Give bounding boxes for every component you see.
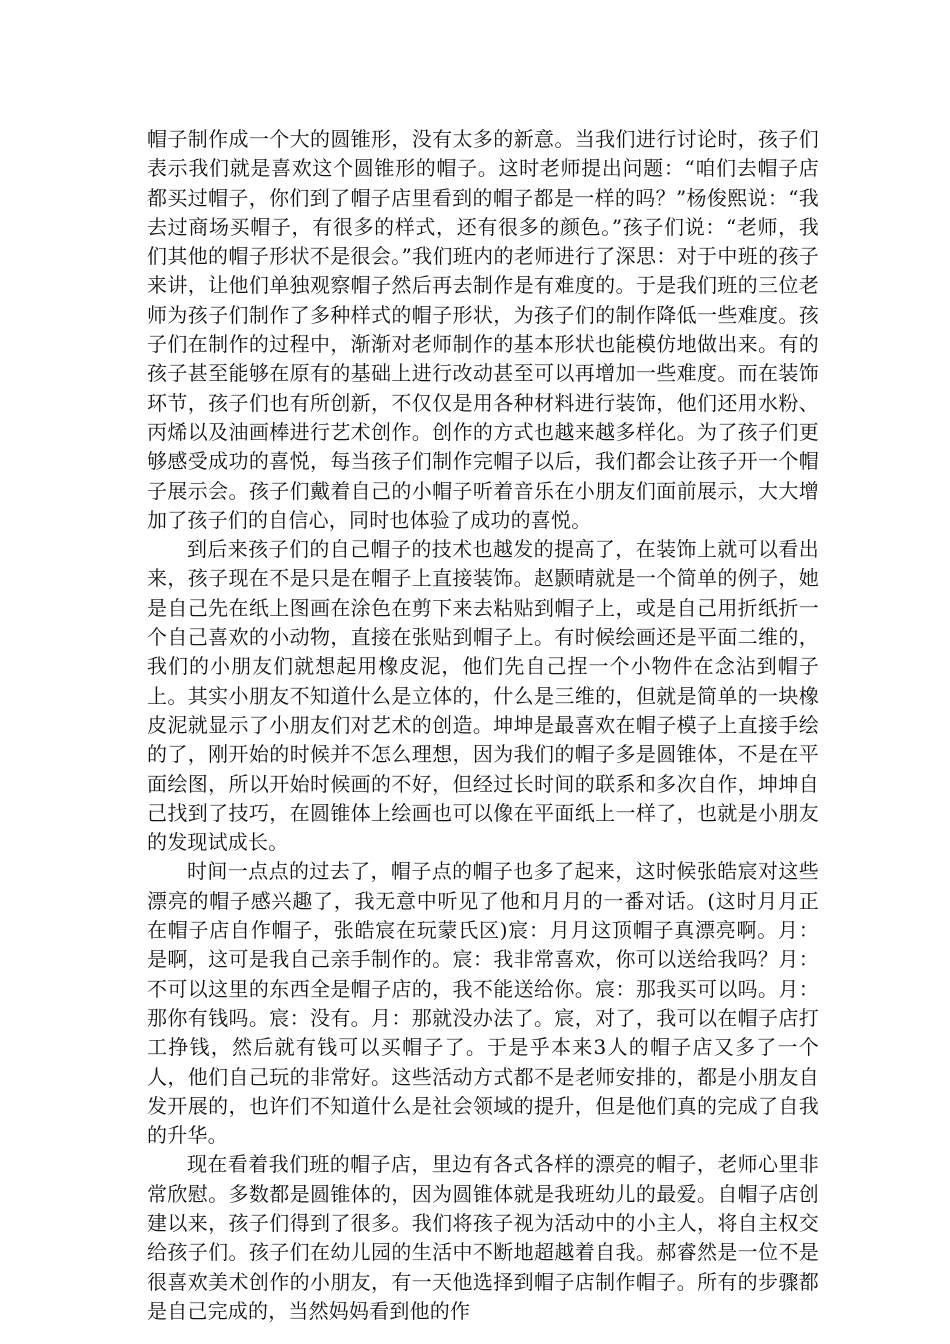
paragraph-1: 帽子制作成一个大的圆锥形，没有太多的新意。当我们进行讨论时，孩子们表示我们就是喜欢这个圆锥形的帽子。这时老师提出问题：“咱们去帽子店都买过帽子，你们到了帽子店里看到的帽子都是一样的吗？”杨俊熙说：“我去过商场买帽子，有很多的样式，还有很多的颜色。”孩子们说：“老师，我们其他的帽子形状不是很会。”我们班内的老师进行了深思：对于中班的孩子来讲，让他们单独观察帽子然后再去制作是有难度的。于是我们班的三位老师为孩子们制作了多种样式的帽子形状，为孩子们的制作降低一些难度。孩子们在制作的过程中，渐渐对老师制作的基本形状也能模仿地做出来。有的孩子甚至能够在原有的基础上进行改动甚至可以再增加一些难度。而在装饰环节，孩子们也有所创新，不仅仅是用各种材料进行装饰，他们还用水粉、丙烯以及油画棒进行艺术创作。创作的方式也越来越多样化。为了孩子们更够感受成功的喜悦，每当孩子们制作完帽子以后，我们都会让孩子开一个帽子展示会。孩子们戴着自己的小帽子听着音乐在小朋友们面前展示，大大增加了孩子们的自信心，同时也体验了成功的喜悦。 [147,127,819,532]
document-body [147,125,819,1326]
paragraph-3: 时间一点点的过去了，帽子点的帽子也多了起来，这时候张皓宸对这些漂亮的帽子感兴趣了，我无意中听见了他和月月的一番对话。(这时月月正在帽子店自作帽子，张皓宸在玩蒙氏区)宸：月月这顶帽子真漂亮啊。月：是啊，这可是我自己亲手制作的。宸：我非常喜欢，你可以送给我吗？月：不可以这里的东西全是帽子店的，我不能送给你。宸：那我买可以吗。月：那你有钱吗。宸：没有。月：那就没办法了。宸，对了，我可以在帽子店打工挣钱，然后就有钱可以买帽子了。于是乎本来3人的帽子店又多了一个人，他们自己玩的非常好。这些活动方式都不是老师安排的，都是小朋友自发开展的，也许们不知道什么是社会领域的提升，但是他们真的完成了自我的升华。 [147,859,819,1148]
paragraph-4: 现在看着我们班的帽子店，里边有各式各样的漂亮的帽子，老师心里非常欣慰。多数都是圆锥体的，因为圆锥体就是我班幼儿的最爱。自帽子店创建以来，孩子们得到了很多。我们将孩子视为活动中的小主人，将自主权交给孩子们。孩子们在幼儿园的生活中不断地超越着自我。郝睿然是一位不是很喜欢美术创作的小朋友，有一天他选择到帽子店制作帽子。所有的步骤都是自己完成的，当然妈妈看到他的作 [147,1152,819,1323]
paragraph-2: 到后来孩子们的自己帽子的技术也越发的提高了，在装饰上就可以看出来，孩子现在不是只是在帽子上直接装饰。赵颢晴就是一个简单的例子，她是自己先在纸上图画在涂色在剪下来去粘贴到帽子上，或是自己用折纸折一个自己喜欢的小动物，直接在张贴到帽子上。有时候绘画还是平面二维的，我们的小朋友们就想起用橡皮泥，他们先自己捏一个小物件在念沾到帽子上。其实小朋友不知道什么是立体的，什么是三维的，但就是简单的一块橡皮泥就显示了小朋友们对艺术的创造。坤坤是最喜欢在帽子模子上直接手绘的了，刚开始的时候并不怎么理想，因为我们的帽子多是圆锥体，不是在平面绘图，所以开始时候画的不好，但经过长时间的联系和多次自作，坤坤自己找到了技巧，在圆锥体上绘画也可以像在平面纸上一样了，也就是小朋友的发现试成长。 [147,537,819,855]
